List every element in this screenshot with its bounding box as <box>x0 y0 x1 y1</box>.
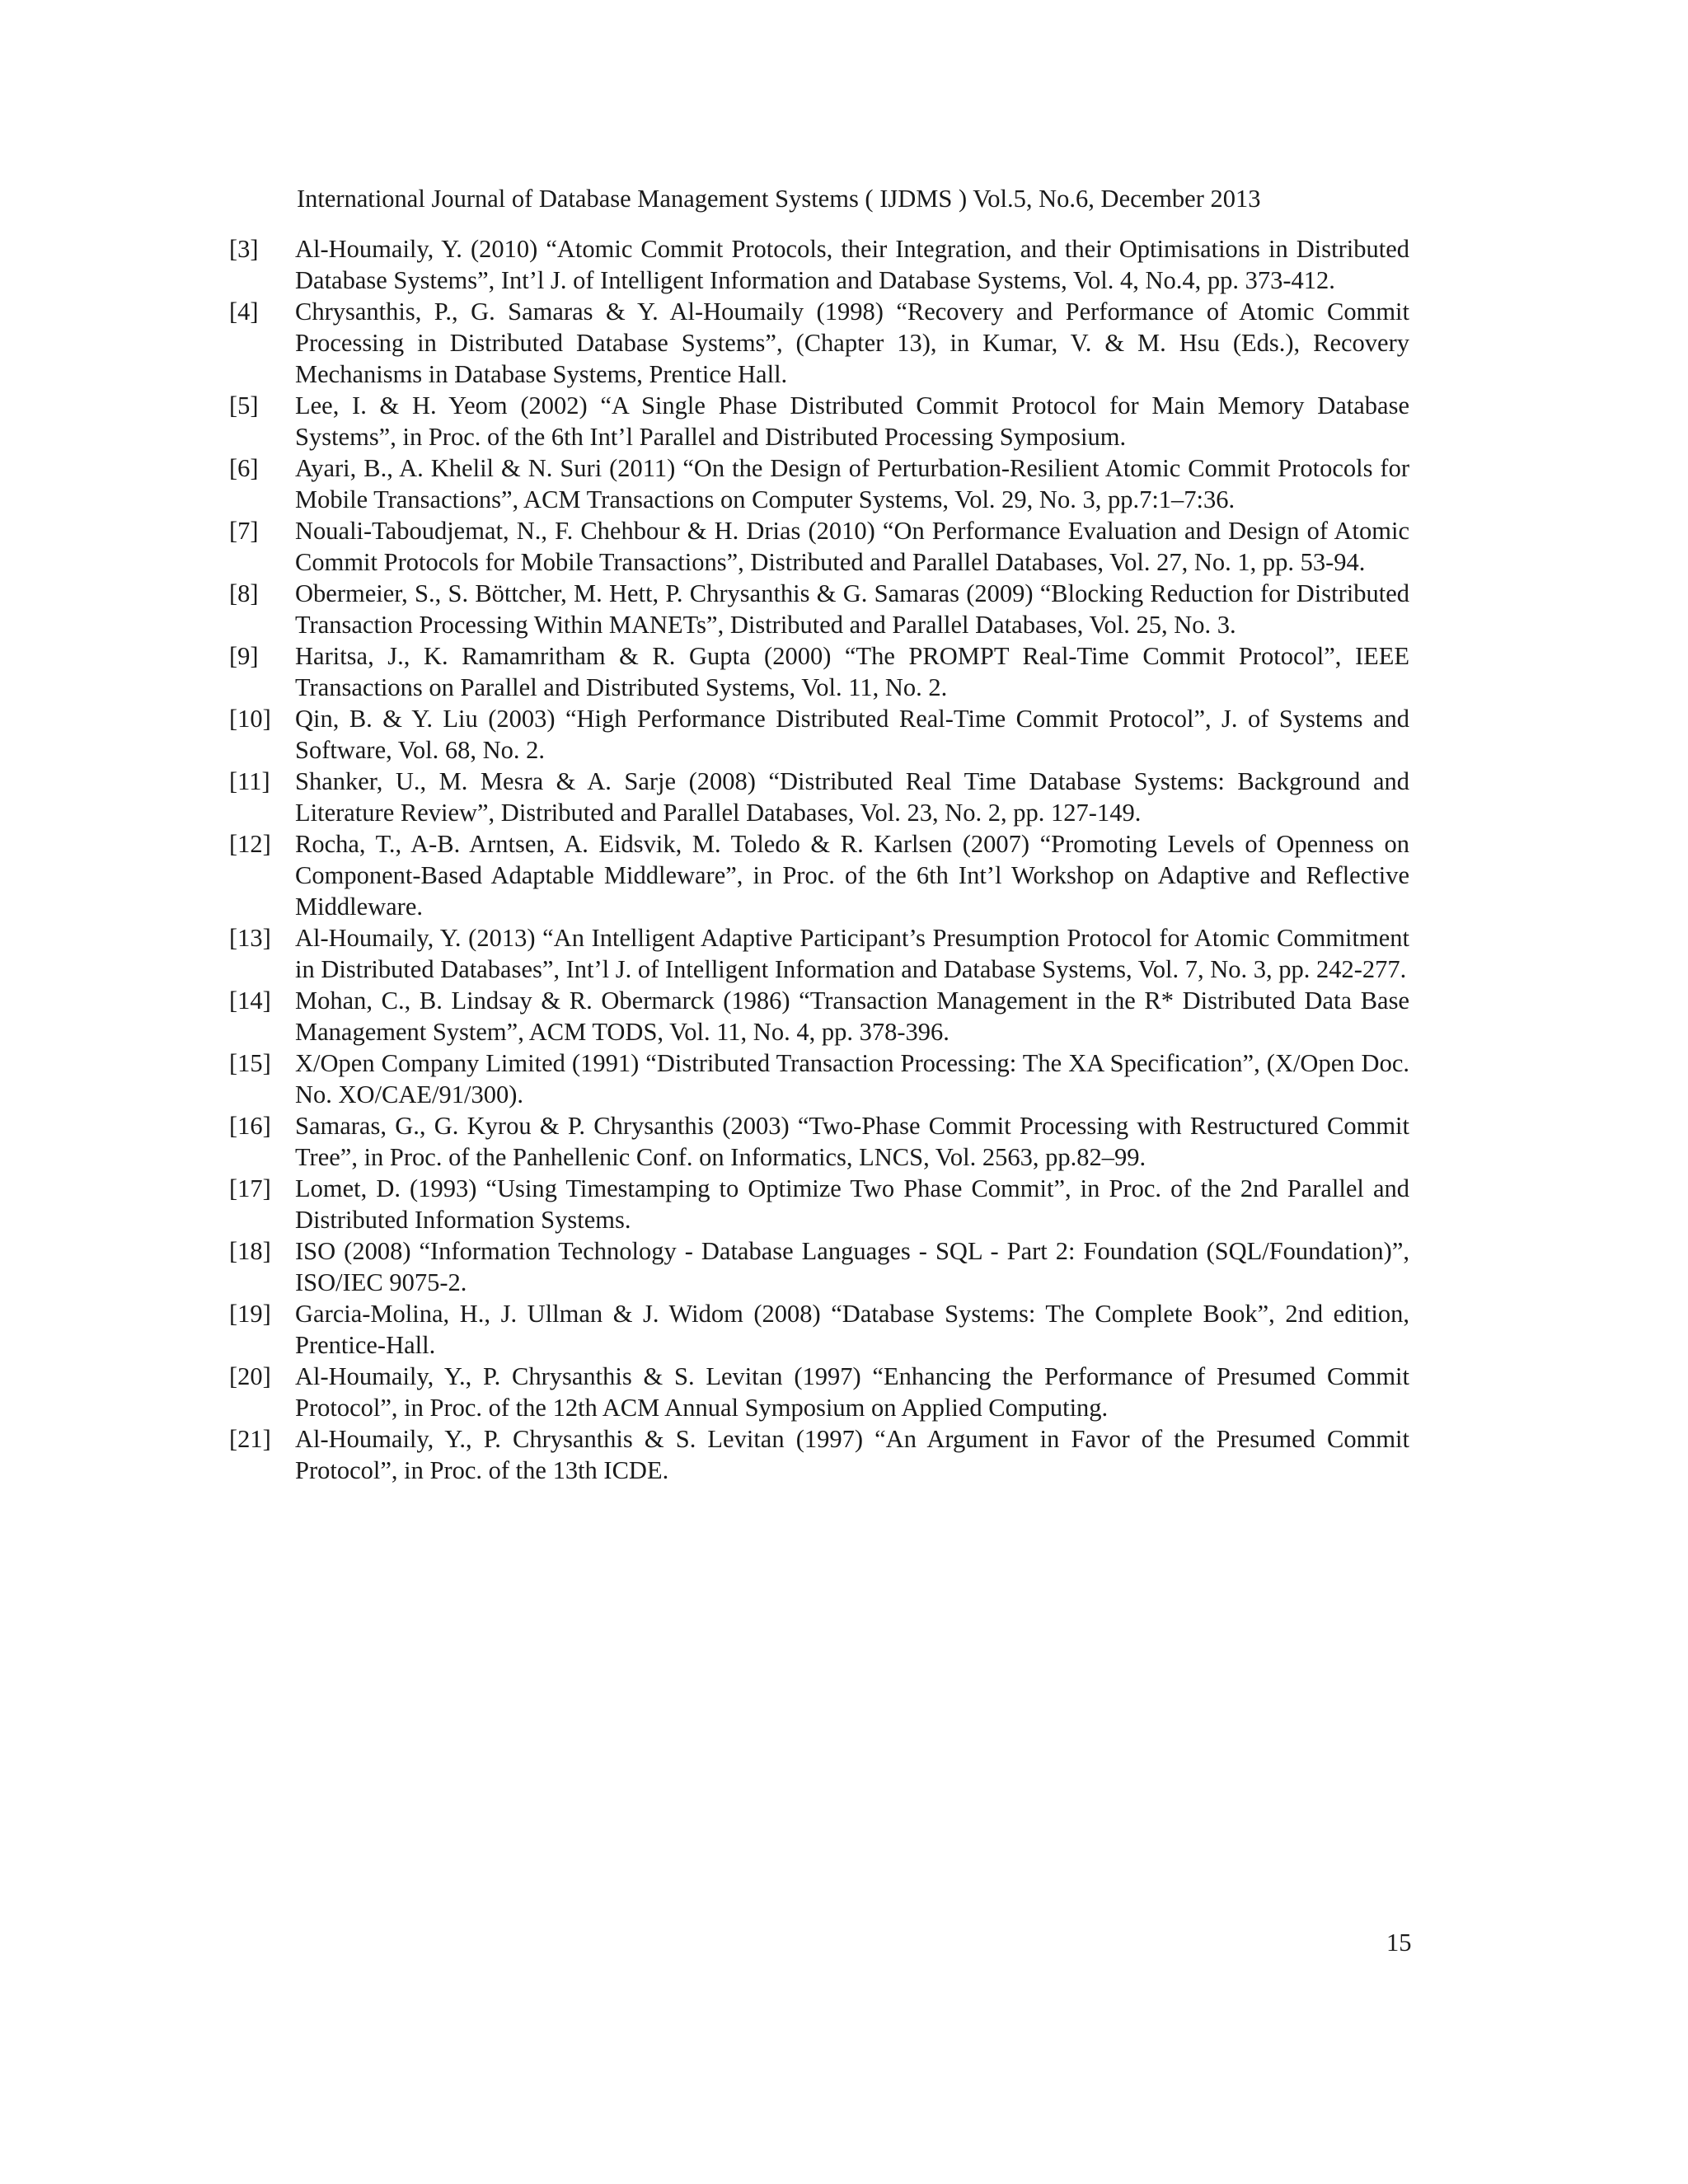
reference-item <box>229 296 1409 390</box>
reference-text: Al-Houmaily, Y., P. Chrysanthis & S. Levitan (1997) “Enhancing the Performance of Presumed Commit Protocol”, in Proc. of the 12th ACM Annual Symposium on Applied Computing. <box>295 1362 1409 1422</box>
reference-label: [8] <box>229 579 259 607</box>
reference-text: Lee, I. & H. Yeom (2002) “A Single Phase Distributed Commit Protocol for Main Memory Database Systems”, in Proc. of the 6th Int’l Parallel and Distributed Processing Symposium. <box>295 391 1409 451</box>
reference-item <box>229 233 1409 296</box>
reference-text: Haritsa, J., K. Ramamritham & R. Gupta (2000) “The PROMPT Real-Time Commit Protocol”, IEEE Transactions on Parallel and Distributed Systems, Vol. 11, No. 2. <box>295 642 1409 701</box>
reference-label: [17] <box>229 1174 271 1202</box>
reference-item <box>229 1047 1409 1110</box>
reference-label: [14] <box>229 987 271 1015</box>
page-number: 15 <box>1386 1929 1412 1957</box>
reference-label: [15] <box>229 1049 271 1077</box>
reference-label: [20] <box>229 1362 271 1390</box>
reference-item <box>229 1361 1409 1423</box>
reference-text: Al-Houmaily, Y. (2010) “Atomic Commit Protocols, their Integration, and their Optimisations in Distributed Database Systems”, Int’l J. of Intelligent Information and Database Systems, Vol. 4, No.4, pp. 373-412. <box>295 235 1409 294</box>
reference-text: ISO (2008) “Information Technology - Database Languages - SQL - Part 2: Foundation (SQL/Foundation)”, ISO/IEC 9075-2. <box>295 1237 1409 1296</box>
reference-label: [12] <box>229 830 271 858</box>
reference-label: [13] <box>229 924 271 952</box>
reference-text: Lomet, D. (1993) “Using Timestamping to Optimize Two Phase Commit”, in Proc. of the 2nd Parallel and Distributed Information Systems. <box>295 1174 1409 1234</box>
reference-label: [4] <box>229 298 259 326</box>
reference-label: [16] <box>229 1112 271 1140</box>
reference-item <box>229 766 1409 828</box>
reference-item <box>229 703 1409 766</box>
reference-item <box>229 578 1409 640</box>
reference-text: X/Open Company Limited (1991) “Distributed Transaction Processing: The XA Specification”, (X/Open Doc. No. XO/CAE/91/300). <box>295 1049 1409 1108</box>
reference-item <box>229 452 1409 515</box>
reference-item <box>229 985 1409 1047</box>
reference-item <box>229 1173 1409 1235</box>
reference-item <box>229 1423 1409 1486</box>
reference-text: Shanker, U., M. Mesra & A. Sarje (2008) “Distributed Real Time Database Systems: Background and Literature Review”, Distributed and Parallel Databases, Vol. 23, No. 2, pp. 127-149. <box>295 767 1409 827</box>
reference-text: Garcia-Molina, H., J. Ullman & J. Widom (2008) “Database Systems: The Complete Book”, 2nd edition, Prentice-Hall. <box>295 1300 1409 1359</box>
reference-item <box>229 1298 1409 1361</box>
reference-label: [18] <box>229 1237 271 1265</box>
reference-text: Obermeier, S., S. Böttcher, M. Hett, P. Chrysanthis & G. Samaras (2009) “Blocking Reduction for Distributed Transaction Processing Within MANETs”, Distributed and Parallel Databases, Vol. 25, No. 3. <box>295 579 1409 639</box>
reference-text: Al-Houmaily, Y., P. Chrysanthis & S. Levitan (1997) “An Argument in Favor of the Presumed Commit Protocol”, in Proc. of the 13th ICDE. <box>295 1425 1409 1484</box>
reference-item <box>229 1235 1409 1298</box>
reference-item <box>229 922 1409 985</box>
reference-item <box>229 1110 1409 1173</box>
reference-label: [11] <box>229 767 270 795</box>
reference-text: Chrysanthis, P., G. Samaras & Y. Al-Houmaily (1998) “Recovery and Performance of Atomic Commit Processing in Distributed Database Systems”, (Chapter 13), in Kumar, V. & M. Hsu (Eds.), Recovery Mechanisms in Database Systems, Prentice Hall. <box>295 298 1409 388</box>
reference-item <box>229 640 1409 703</box>
running-header: International Journal of Database Management Systems ( IJDMS ) Vol.5, No.6, December 2013 <box>297 185 1261 213</box>
reference-item <box>229 828 1409 922</box>
reference-text: Samaras, G., G. Kyrou & P. Chrysanthis (2003) “Two-Phase Commit Processing with Restructured Commit Tree”, in Proc. of the Panhellenic Conf. on Informatics, LNCS, Vol. 2563, pp.82–99. <box>295 1112 1409 1171</box>
reference-item <box>229 515 1409 578</box>
reference-text: Ayari, B., A. Khelil & N. Suri (2011) “On the Design of Perturbation-Resilient Atomic Commit Protocols for Mobile Transactions”, ACM Transactions on Computer Systems, Vol. 29, No. 3, pp.7:1–7:36. <box>295 454 1409 513</box>
reference-label: [5] <box>229 391 259 419</box>
reference-text: Qin, B. & Y. Liu (2003) “High Performance Distributed Real-Time Commit Protocol”, J. of Systems and Software, Vol. 68, No. 2. <box>295 705 1409 764</box>
reference-text: Nouali-Taboudjemat, N., F. Chehbour & H. Drias (2010) “On Performance Evaluation and Design of Atomic Commit Protocols for Mobile Transactions”, Distributed and Parallel Databases, Vol. 27, No. 1, pp. 53-94. <box>295 517 1409 576</box>
reference-label: [19] <box>229 1300 271 1328</box>
reference-label: [21] <box>229 1425 271 1453</box>
reference-label: [9] <box>229 642 259 670</box>
reference-label: [10] <box>229 705 271 733</box>
reference-text: Al-Houmaily, Y. (2013) “An Intelligent Adaptive Participant’s Presumption Protocol for Atomic Commitment in Distributed Databases”, Int’l J. of Intelligent Information and Database Systems, Vol. 7, No. 3, pp. 242-277. <box>295 924 1409 983</box>
reference-label: [3] <box>229 235 259 263</box>
reference-text: Mohan, C., B. Lindsay & R. Obermarck (1986) “Transaction Management in the R* Distributed Data Base Management System”, ACM TODS, Vol. 11, No. 4, pp. 378-396. <box>295 987 1409 1046</box>
reference-text: Rocha, T., A-B. Arntsen, A. Eidsvik, M. Toledo & R. Karlsen (2007) “Promoting Levels of Openness on Component-Based Adaptable Middleware”, in Proc. of the 6th Int’l Workshop on Adaptive and Reflective Middleware. <box>295 830 1409 921</box>
reference-list <box>229 233 1409 1486</box>
reference-item <box>229 390 1409 452</box>
reference-label: [6] <box>229 454 259 482</box>
reference-label: [7] <box>229 517 259 545</box>
